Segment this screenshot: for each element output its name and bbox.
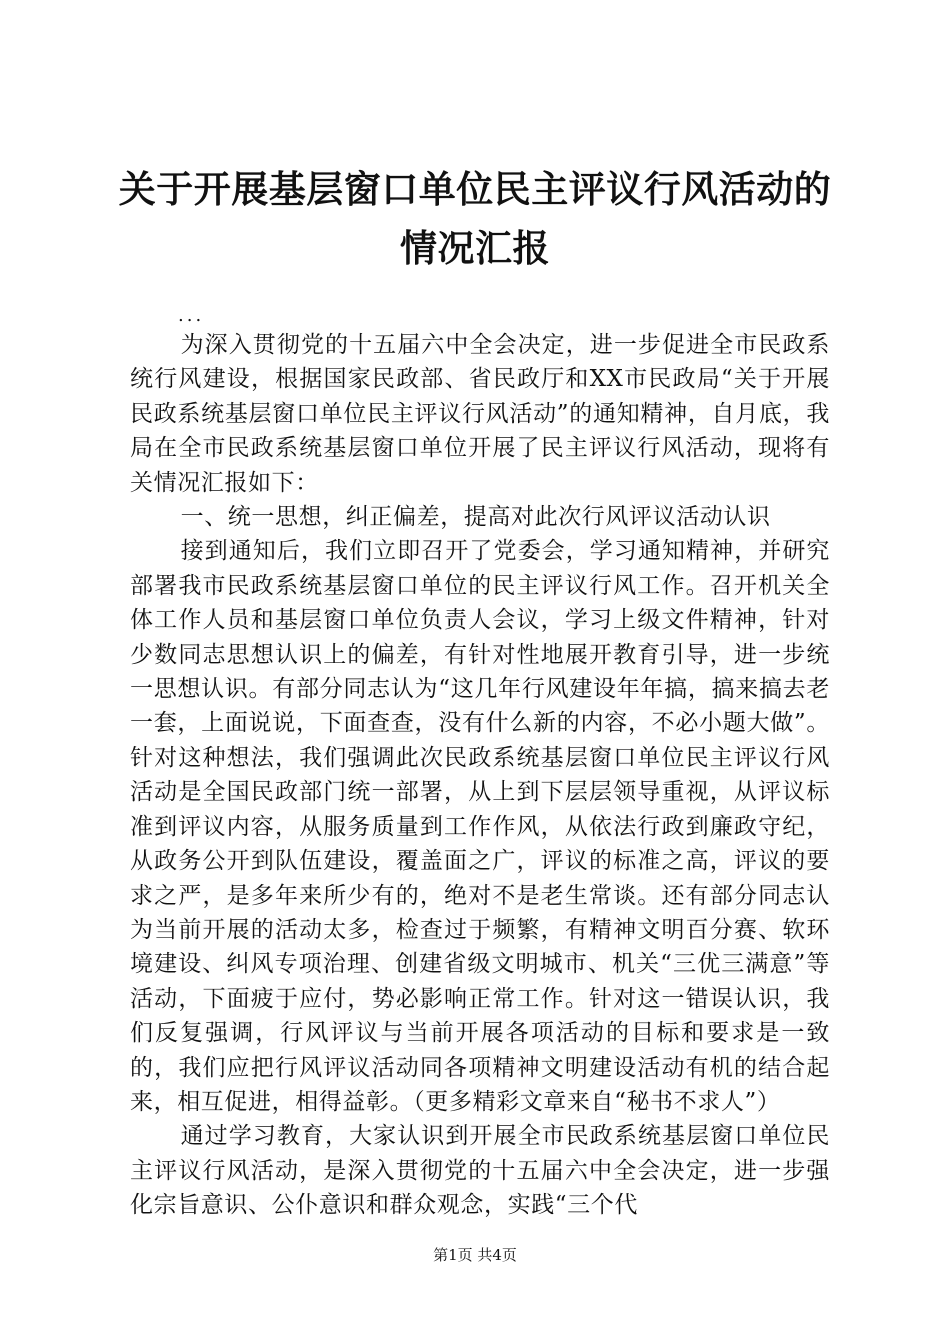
section-heading: 一、统一思想，纠正偏差，提高对此次行风评议活动认识 xyxy=(180,504,771,531)
page-footer: 第1页 共4页 xyxy=(433,1246,517,1264)
paragraph-body: 接到通知后，我们立即召开了党委会，学习通知精神，并研究部署我市民政系统基层窗口单位的民主评议行风工作。召开机关全体工作人员和基层窗口单位负责人会议，学习上级文件精神，针对少数同志思想认识上的偏差，有针对性地展开教育引导，进一步统一思想认识。有部分同志认为“这几年行风建设年年搞，搞来搞去老一套，上面说说，下面查查，没有什么新的内容，不必小题大做”。针对这种想法，我们强调此次民政系统基层窗口单位民主评议行风活动是全国民政部门统一部署，从上到下层层领导重视，从评议标准到评议内容，从服务质量到工作作风，从依法行政到廉政守纪，从政务公开到队伍建设，覆盖面之广，评议的标准之高，评议的要求之严，是多年来所少有的，绝对不是老生常谈。还有部分同志认为当前开展的活动太多，检查过于频繁，有精神文明百分赛、软环境建设、纠风专项治理、创建省级文明城市、机关“三优三满意”等活动，下面疲于应付，势必影响正常工作。针对这一错误认识，我们反复强调，行风评议与当前开展各项活动的目标和要求是一致的，我们应把行风评议活动同各项精神文明建设活动有机的结合起来，相互促进，相得益彰。（更多精彩文章来自“秘书不求人”） xyxy=(130,538,830,1115)
ellipsis-marker: ... xyxy=(178,305,205,326)
document-title: 关于开展基层窗口单位民主评议行风活动的情况汇报 xyxy=(118,168,832,270)
paragraph-body: 通过学习教育，大家认识到开展全市民政系统基层窗口单位民主评议行风活动，是深入贯彻党的十五届六中全会决定，进一步强化宗旨意识、公仆意识和群众观念，实践“三个代 xyxy=(130,1123,830,1219)
paragraph-intro: 为深入贯彻党的十五届六中全会决定，进一步促进全市民政系统行风建设，根据国家民政部、省民政厅和XX市民政局“关于开展民政系统基层窗口单位民主评议行风活动”的通知精神，自月底，我局在全市民政系统基层窗口单位开展了民主评议行风活动，现将有关情况汇报如下： xyxy=(130,332,830,496)
document-body xyxy=(130,328,830,1223)
